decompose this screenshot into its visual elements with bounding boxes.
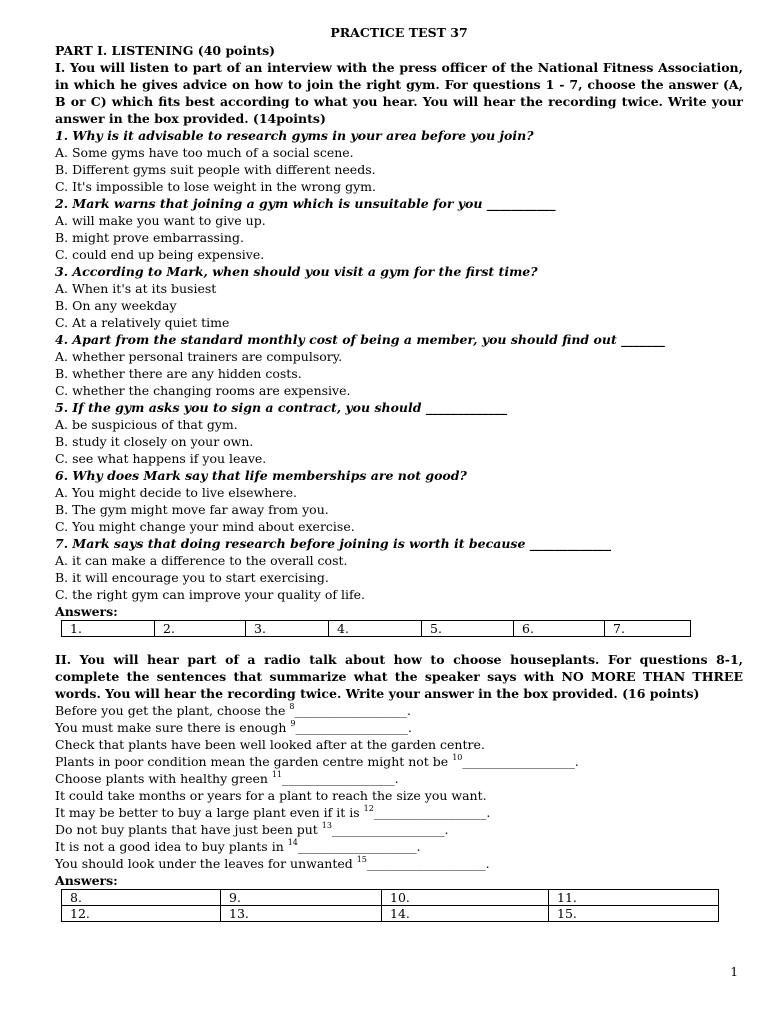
answer-cell[interactable]: 8. [62,890,221,906]
answer-cell[interactable]: 2. [155,621,246,637]
answer-option: A. it can make a difference to the overall cost. [55,553,348,568]
answer-cell[interactable]: 9. [221,890,382,906]
answer-cell[interactable]: 15. [549,906,719,922]
question-text: 1. Why is it advisable to research gyms in your area before you join? [55,128,534,143]
table-row [62,906,719,922]
part2-instruction: II. You will hear part of a radio talk about how to choose houseplants. For questions 8-1, complete the sentences that summarize what the speaker says with NO MORE THAN THREE words. You will hear the recording twice. Write your answer in the box provided. (16 points) [55,652,743,701]
answer-option: C. see what happens if you leave. [55,451,267,466]
answer-option: A. whether personal trainers are compulsory. [55,349,343,364]
question-item [55,331,743,399]
answer-option: A. will make you want to give up. [55,213,266,228]
question-item [55,535,743,603]
answer-option: B. whether there are any hidden costs. [55,366,302,381]
answer-option: A. be suspicious of that gym. [55,417,238,432]
answer-option: B. it will encourage you to start exercising. [55,570,329,585]
completion-sentence: Choose plants with healthy green $^{11}$__________________. [55,770,399,786]
answer-cell[interactable]: 7. [605,621,691,637]
answer-cell[interactable]: 10. [382,890,549,906]
table-row [62,890,719,906]
question-number: 12 [363,804,374,813]
page-number: 1 [730,965,738,979]
question-number: 15 [356,855,367,864]
question-number: 10 [452,753,463,762]
question-item [55,399,743,467]
answers-label: Answers: [55,873,118,888]
answer-option: B. might prove embarrassing. [55,230,244,245]
part1-heading: PART I. LISTENING (40 points) [55,43,276,58]
answer-cell[interactable]: 4. [329,621,422,637]
answer-option: C. At a relatively quiet time [55,315,230,330]
question-text: 2. Mark warns that joining a gym which is unsuitable for you ___________ [55,196,556,211]
answer-option: B. The gym might move far away from you. [55,502,329,517]
answer-cell[interactable]: 1. [62,621,155,637]
completion-sentence: It is not a good idea to buy plants in $^{14}$___________________. [55,838,421,854]
answer-cell[interactable]: 12. [62,906,221,922]
answer-cell[interactable]: 5. [422,621,514,637]
answer-option: A. Some gyms have too much of a social scene. [55,145,354,160]
page-title: PRACTICE TEST 37 [330,25,468,40]
answers-label: Answers: [55,604,118,619]
completion-sentence: Plants in poor condition mean the garden centre might not be $^{10}$__________________. [55,753,579,769]
question-number: 8 [289,702,295,711]
answer-option: A. You might decide to live elsewhere. [55,485,298,500]
answer-cell[interactable]: 13. [221,906,382,922]
question-number: 11 [271,770,283,779]
document-page [55,24,743,922]
sentence-list [55,702,743,872]
completion-sentence: It could take months or years for a plant to reach the size you want. [55,788,487,803]
part1-instruction: I. You will listen to part of an interview with the press officer of the National Fitness Association, in which he gives advice on how to join the right gym. For questions 1 - 7, choose the answer (A, B or C) which fits best according to what you hear. You will hear the recording twice. Write your answer in the box provided. (14points) [55,60,743,126]
question-text: 4. Apart from the standard monthly cost of being a member, you should find out _______ [55,332,665,347]
question-text: 6. Why does Mark say that life memberships are not good? [55,468,467,483]
answer-option: C. whether the changing rooms are expensive. [55,383,351,398]
completion-sentence: Do not buy plants that have just been put $^{13}$__________________. [55,821,449,837]
answer-table [61,620,691,637]
question-list [55,127,743,603]
question-item [55,127,743,195]
completion-sentence: It may be better to buy a large plant even if it is $^{12}$__________________. [55,804,491,820]
completion-sentence: You must make sure there is enough $^9$__________________. [55,719,412,735]
answer-option: C. could end up being expensive. [55,247,265,262]
answer-cell[interactable]: 6. [514,621,605,637]
table-row [62,621,691,637]
question-item [55,467,743,535]
answer-option: A. When it's at its busiest [55,281,217,296]
question-number: 14 [287,838,298,847]
answer-option: C. the right gym can improve your quality of life. [55,587,365,602]
answer-cell[interactable]: 11. [549,890,719,906]
answer-cell[interactable]: 14. [382,906,549,922]
answer-cell[interactable]: 3. [246,621,329,637]
question-item [55,263,743,331]
answer-option: B. On any weekday [55,298,177,313]
answer-table [61,889,719,922]
completion-sentence: You should look under the leaves for unwanted $^{15}$___________________. [55,855,490,871]
question-text: 3. According to Mark, when should you visit a gym for the first time? [55,264,538,279]
answer-option: B. study it closely on your own. [55,434,254,449]
answer-option: C. It's impossible to lose weight in the wrong gym. [55,179,376,194]
completion-sentence: Check that plants have been well looked after at the garden centre. [55,737,485,752]
completion-sentence: Before you get the plant, choose the $^8$__________________. [55,702,411,718]
answer-option: C. You might change your mind about exercise. [55,519,355,534]
answer-option: B. Different gyms suit people with different needs. [55,162,376,177]
question-number: 13 [321,821,332,830]
question-text: 5. If the gym asks you to sign a contract, you should _____________ [55,400,508,415]
question-number: 9 [290,719,296,728]
question-text: 7. Mark says that doing research before joining is worth it because _____________ [55,536,611,551]
question-item [55,195,743,263]
